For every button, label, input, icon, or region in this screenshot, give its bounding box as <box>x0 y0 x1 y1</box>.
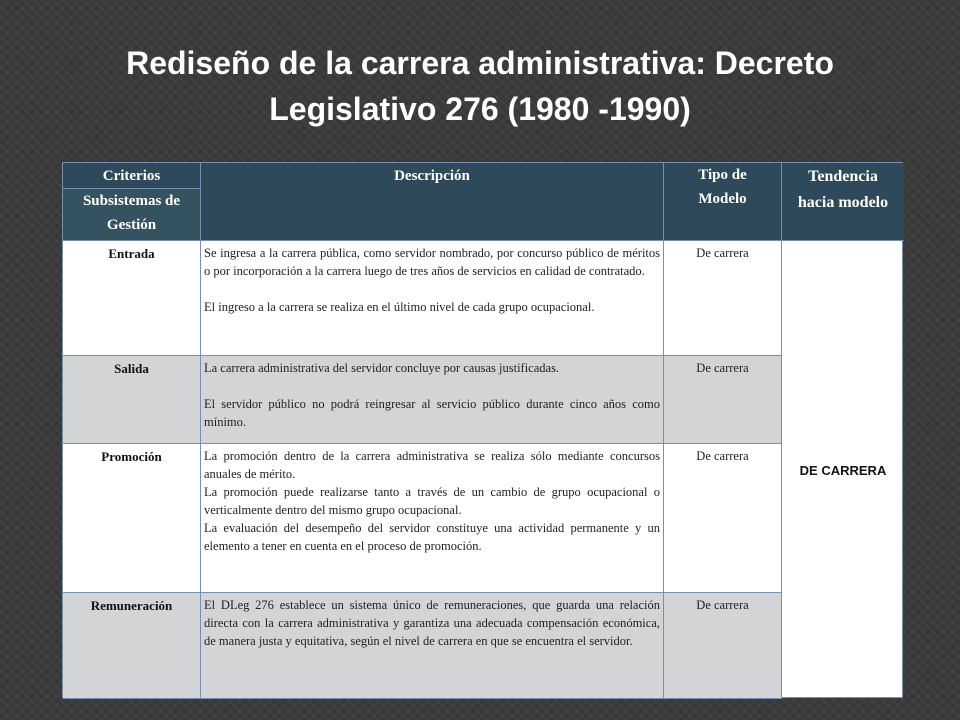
row-entrada-criterio: Entrada <box>63 241 201 356</box>
header-tendencia: Tendencia hacia modelo <box>782 163 904 241</box>
row-salida-criterio: Salida <box>63 356 201 444</box>
description-paragraph: La promoción dentro de la carrera administrativa se realiza sólo mediante concursos anuales de mérito. <box>204 449 660 481</box>
criteria-table <box>62 162 903 698</box>
row-remuneracion-tipo: De carrera <box>664 593 782 699</box>
row-promocion-tipo: De carrera <box>664 444 782 593</box>
header-criterios: Criterios <box>63 163 201 189</box>
description-paragraph: El servidor público no podrá reingresar al servicio público durante cinco años como mínimo. <box>204 397 660 429</box>
row-promocion-criterio: Promoción <box>63 444 201 593</box>
header-descripcion: Descripción <box>201 163 664 241</box>
description-paragraph: La carrera administrativa del servidor concluye por causas justificadas. <box>204 361 560 375</box>
row-entrada-tipo: De carrera <box>664 241 782 356</box>
row-remuneracion-criterio: Remuneración <box>63 593 201 699</box>
header-subsistemas: Subsistemas de Gestión <box>63 189 201 241</box>
description-paragraph: La evaluación del desempeño del servidor constituye una actividad permanente y un elemento a tener en cuenta en el proceso de promoción. <box>204 521 660 553</box>
slide-title-line-2: Legislativo 276 (1980 -1990) <box>269 91 691 127</box>
header-tipo-modelo: Tipo de Modelo <box>664 163 782 241</box>
description-paragraph: La promoción puede realizarse tanto a través de un cambio de grupo ocupacional o verticalmente dentro del mismo grupo ocupacional. <box>204 485 660 517</box>
description-paragraph: El DLeg 276 establece un sistema único de remuneraciones, que guarda una relación directa con la carrera administrativa y garantiza una adecuada compensación económica, de manera justa y equitativa, según el nivel de carrera en que se encuentra el servidor. <box>204 598 660 648</box>
row-salida-tipo: De carrera <box>664 356 782 444</box>
row-remuneracion-descripcion <box>201 593 664 699</box>
slide-title <box>30 40 930 132</box>
slide-title-line-1: Rediseño de la carrera administrativa: Decreto <box>126 45 834 81</box>
row-entrada-descripcion <box>201 241 664 356</box>
row-promocion-descripcion <box>201 444 664 593</box>
description-paragraph: El ingreso a la carrera se realiza en el último nivel de cada grupo ocupacional. <box>204 300 595 314</box>
tendencia-value: DE CARRERA <box>799 462 887 478</box>
description-paragraph: Se ingresa a la carrera pública, como servidor nombrado, por concurso público de méritos o por incorporación a la carrera luego de tres años de servicios en calidad de contratado. <box>204 246 660 278</box>
row-salida-descripcion <box>201 356 664 444</box>
